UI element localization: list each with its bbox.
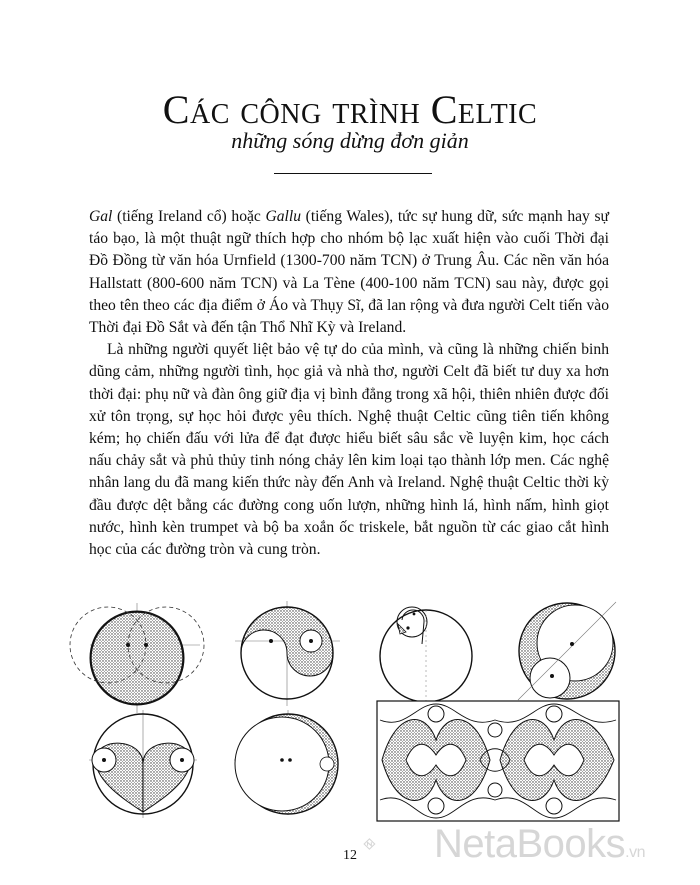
paragraph-1-part-2: (tiếng Wales), tức sự hung dữ, sức mạnh hay sự táo bạo, là một thuật ngữ thích hợp cho nhóm bộ lạc xuất hiện vào cuối Thời đại Đồ Đồng từ văn hóa Urnfield (1300-700 năm TCN) ở Trung Âu. Các nền văn hóa Hallstatt (800-600 năm TCN) và La Tène (400-100 năm TCN) sau này, được gọi theo tên theo các địa điểm ở Áo và Thụy Sĩ, đã lan rộng và đưa người Celt tiến vào Thời đại Đồ Sắt và đến tận Thổ Nhĩ Kỳ và Ireland. [89, 208, 610, 337]
crescent-diagram [512, 596, 622, 706]
spiral-construction-diagram [372, 600, 482, 710]
page-title: Các công trình Celtic [162, 87, 538, 132]
paragraph-1-part-1: (tiếng Ireland cổ) hoặc [112, 208, 266, 225]
paragraph-2: Là những người quyết liệt bảo vệ tự do của mình, và cũng là những chiến binh dũng cảm, những người tình, học giả và nhà thơ, người Celt đã biết tư duy xa hơn thời đại: phụ nữ và đàn ông giữ địa vị bình đẳng trong xã hội, thiên nhiên được đối xử tôn trọng, sự học hỏi được yêu thích. Nghệ thuật Celtic cũng tiên tiến không kém; họ chiến đấu với lửa để đạt được hiểu biết sâu sắc về luyện kim, học cách nấu chảy sắt và phủ thủy tinh nóng chảy lên kim loại tạo thành lớp men. Các nghệ nhân lang du đã mang kiến thức này đến Anh và Ireland. Nghệ thuật Celtic thời kỳ đầu được dệt bằng các đường cong uốn lượn, những hình lá, hình nấm, hình giọt nước, hình kèn trumpet và bộ ba xoắn ốc triskele, bắt nguồn từ các giao cắt hình học của các đường tròn và cung tròn. [89, 341, 609, 559]
watermark-suffix: .vn [625, 844, 646, 861]
body-text [89, 206, 609, 561]
page-number: 12 [343, 848, 357, 863]
celtic-knotwork-panel [376, 700, 620, 822]
watermark-text [434, 822, 645, 867]
netabooks-logo-icon [362, 814, 432, 874]
lens-crescent-diagram [232, 708, 344, 820]
title-divider [274, 173, 432, 174]
double-teardrop-diagram [87, 708, 199, 820]
term-gal: Gal [89, 208, 113, 225]
vesica-diagram [90, 603, 200, 713]
watermark-brand: NetaBooks [434, 822, 626, 866]
paragraph-1 [89, 206, 609, 339]
page-subtitle: những sóng dừng đơn giản [231, 128, 469, 153]
comma-swirl-diagram [235, 601, 340, 706]
term-gallu: Gallu [265, 208, 302, 225]
